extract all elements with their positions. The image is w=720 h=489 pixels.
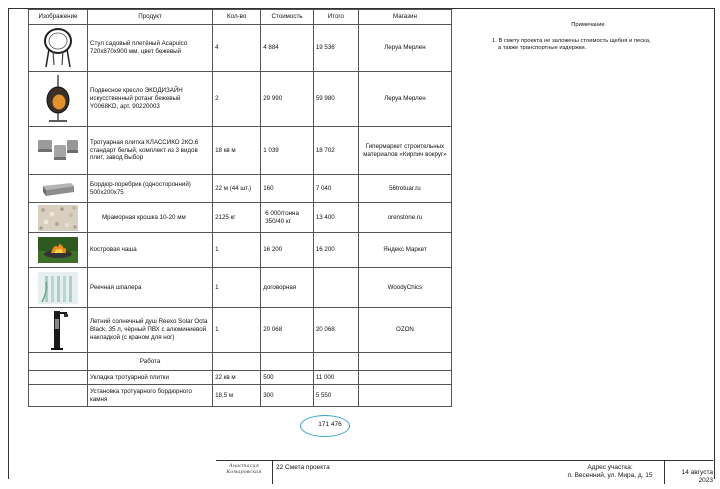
header-product: Продукт — [88, 10, 213, 25]
row-cost: 1 039 — [261, 127, 314, 175]
table-header-row — [29, 10, 452, 25]
row-total: 11 000 — [313, 371, 358, 385]
trellis-icon — [38, 272, 78, 304]
row-product: Подвесное кресло ЭКОДИЗАЙН искусственный ротанг бежевый Y0068KD, арт. 90220003 — [88, 72, 213, 127]
marble-chips-icon — [38, 205, 78, 231]
address-value: п. Весенний, ул. Мира, д. 15 — [567, 472, 653, 479]
row-qty: 18,5 м — [213, 385, 261, 407]
row-total — [313, 268, 358, 308]
chair-icon — [41, 27, 75, 69]
row-qty: 1 — [213, 233, 261, 268]
row-total: 19 536 — [313, 25, 358, 72]
row-qty: 2 — [213, 72, 261, 127]
row-image — [29, 308, 88, 353]
row-image — [29, 127, 88, 175]
row-product: Костровая чаша — [88, 233, 213, 268]
row-product: Установка тротуарного бордюрного камня — [88, 385, 213, 407]
table-row — [29, 371, 452, 385]
row-qty: 4 — [213, 25, 261, 72]
row-image — [29, 268, 88, 308]
highlight-circle — [300, 415, 350, 437]
table-row — [29, 233, 452, 268]
row-total: 5 550 — [313, 385, 358, 407]
row-shop: Леруа Мерлен — [358, 25, 451, 72]
row-cost: 6 000/тонна 350/40 кг — [261, 203, 314, 233]
row-image — [29, 72, 88, 127]
row-product: Тротуарная плитка КЛАССИКО 2КО.6 стандарт белый, комплект из 3 видов плит, завод Выбор — [88, 127, 213, 175]
table-row — [29, 25, 452, 72]
row-cost: 160 — [261, 175, 314, 203]
row-total: 16 200 — [313, 233, 358, 268]
work-section-label: Работа — [88, 353, 213, 371]
row-shop: Яндекс Маркет — [358, 233, 451, 268]
row-cost: 4 884 — [261, 25, 314, 72]
table-row — [29, 203, 452, 233]
row-qty: 1 — [213, 308, 261, 353]
table-row — [29, 72, 452, 127]
row-total: 59 980 — [313, 72, 358, 127]
sheet-title: 22 Смета проекта — [276, 464, 330, 471]
row-total: 20 068 — [313, 308, 358, 353]
row-image — [29, 25, 88, 72]
row-qty: 18 кв м — [213, 127, 261, 175]
row-qty: 1 — [213, 268, 261, 308]
row-cost: договорная — [261, 268, 314, 308]
row-cost: 16 200 — [261, 233, 314, 268]
row-product: Стул садовый плетёный Acapulco 720x870x900 мм, цвет бежевый — [88, 25, 213, 72]
header-total: Итого — [313, 10, 358, 25]
row-total: 13 400 — [313, 203, 358, 233]
row-cost: 500 — [261, 371, 314, 385]
row-cost: 29 990 — [261, 72, 314, 127]
fire-bowl-icon — [38, 237, 78, 263]
notes-block — [478, 22, 698, 52]
note-title: Примечание — [571, 22, 605, 28]
row-total: 7 040 — [313, 175, 358, 203]
row-shop: Леруа Мерлен — [358, 72, 451, 127]
note-line-2: а также транспортные издержки. — [498, 45, 587, 51]
header-qty: Кол-во — [213, 10, 261, 25]
table-row — [29, 353, 452, 371]
row-cost: 300 — [261, 385, 314, 407]
paving-tile-icon — [37, 137, 79, 165]
row-image — [29, 175, 88, 203]
table-row — [29, 268, 452, 308]
row-shop: WoodyChics — [358, 268, 451, 308]
site-address — [556, 461, 665, 484]
table-row — [29, 175, 452, 203]
row-shop: OZON — [358, 308, 451, 353]
sheet-date: 14 августа 2023 — [681, 469, 713, 484]
row-qty: 22 кв м — [213, 371, 261, 385]
row-qty: 2125 кг — [213, 203, 261, 233]
row-product: Укладка тротуарной плитки — [88, 371, 213, 385]
shower-icon — [46, 309, 70, 351]
row-shop: orenstone.ru — [358, 203, 451, 233]
row-cost: 20 068 — [261, 308, 314, 353]
row-image — [29, 233, 88, 268]
table-row — [29, 308, 452, 353]
header-shop: Магазин — [358, 10, 451, 25]
row-product: Мраморная крошка 10-20 мм — [88, 203, 213, 233]
header-image: Изображение — [29, 10, 88, 25]
table-row — [29, 127, 452, 175]
row-image — [29, 353, 88, 371]
row-shop: 56trotuar.ru — [358, 175, 451, 203]
row-total: 18 702 — [313, 127, 358, 175]
title-block — [216, 460, 713, 484]
logo-line-1: Анастасия — [229, 463, 259, 469]
designer-logo — [216, 461, 273, 484]
hanging-chair-icon — [43, 74, 73, 124]
row-product: Реечная шпалера — [88, 268, 213, 308]
header-cost: Стоимость — [261, 10, 314, 25]
address-label: Адрес участка: — [587, 464, 633, 471]
row-image — [29, 203, 88, 233]
table-row — [29, 385, 452, 407]
logo-line-2: Комаровская — [226, 468, 262, 475]
note-line-1: 1. В смету проекта не заложены стоимость щебня и песка, — [492, 38, 651, 44]
grand-total: 171 476 — [318, 421, 342, 428]
curb-stone-icon — [41, 181, 75, 197]
row-shop: Гипермаркет строительных материалов «Кирпич вокруг» — [358, 127, 451, 175]
estimate-table — [28, 9, 452, 407]
row-product: Бордюр-поребрик (односторонний) 500х200х75 — [88, 175, 213, 203]
row-product: Летний солнечный душ Reexo Solar Octa Black, 35 л, чёрный ПВХ с алюминиевой накладкой (с краном для ног) — [88, 308, 213, 353]
row-qty: 22 м (44 шт.) — [213, 175, 261, 203]
